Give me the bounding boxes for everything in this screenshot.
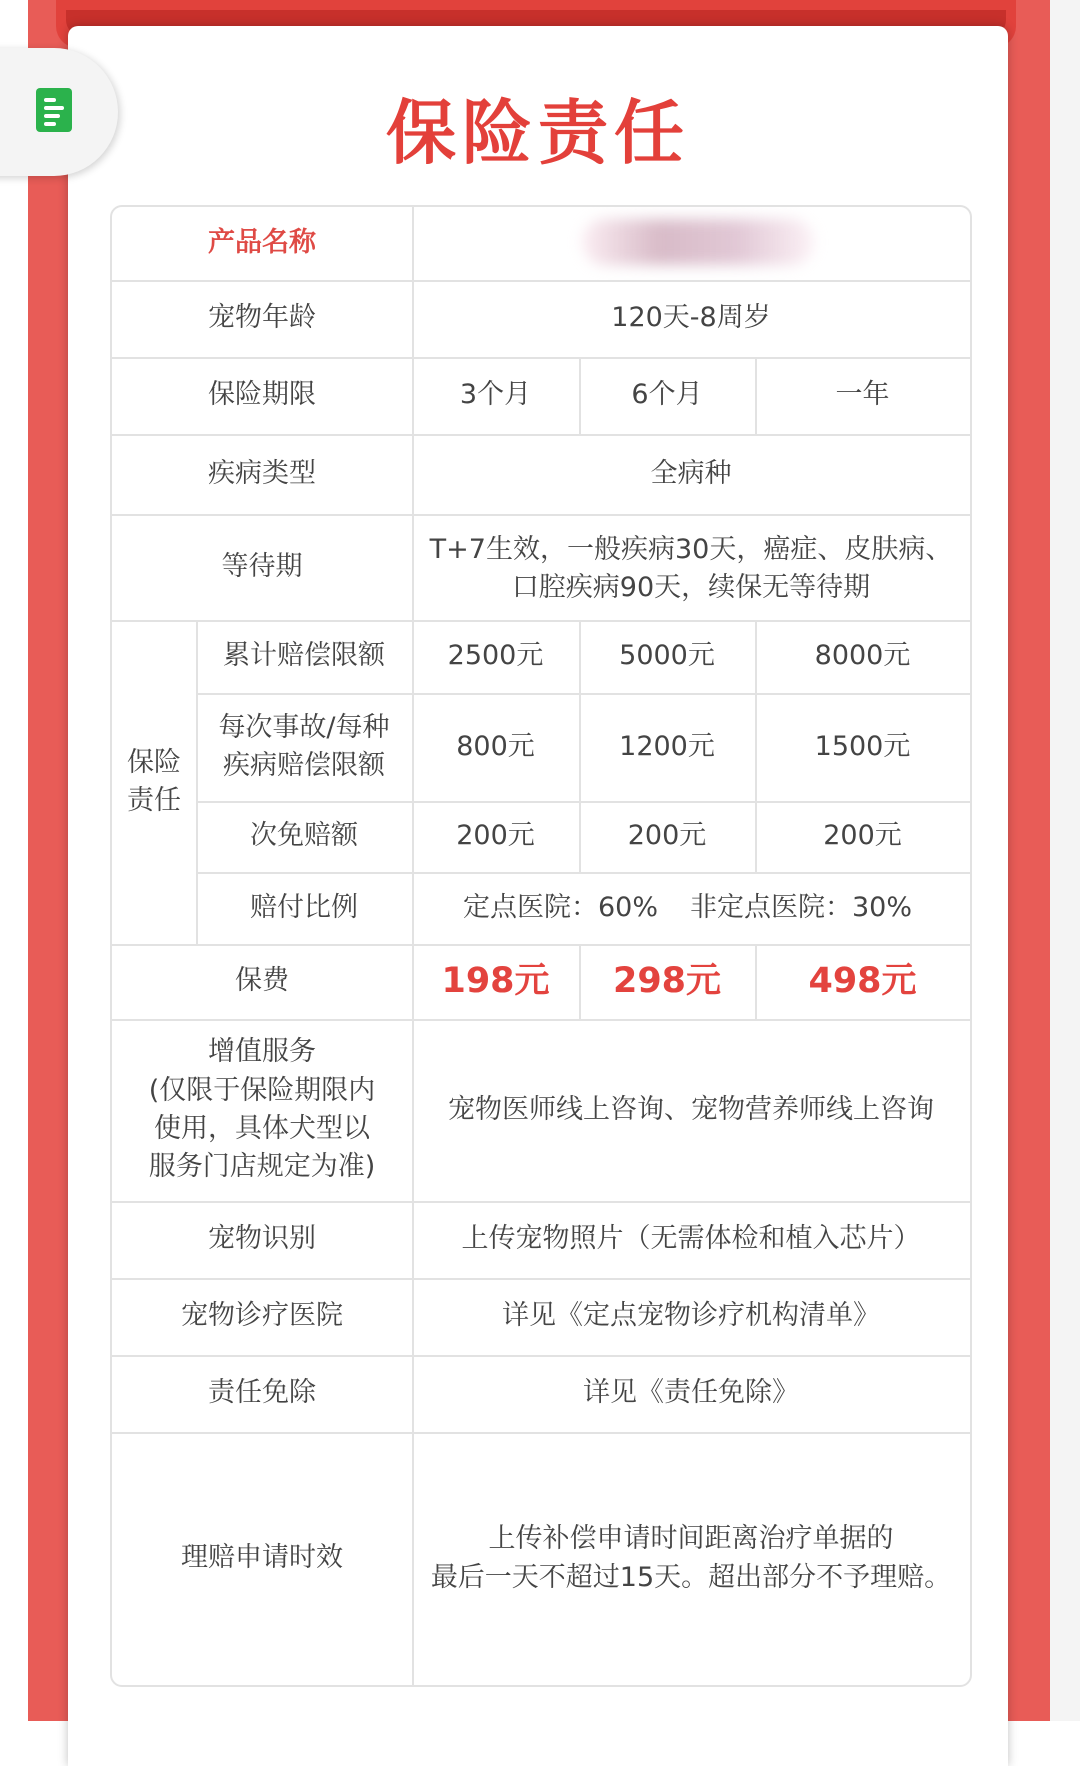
pet-id-label: 宠物识别 bbox=[208, 1223, 316, 1255]
period-option-3-months: 3个月 bbox=[459, 379, 532, 411]
premium-label: 保费 bbox=[235, 965, 289, 997]
right-edge bbox=[1050, 0, 1080, 1721]
product-name-redacted bbox=[582, 219, 814, 265]
premium-1y: 498元 bbox=[808, 960, 917, 1001]
period-label: 保险期限 bbox=[208, 379, 316, 411]
disease-type-label: 疾病类型 bbox=[208, 457, 316, 489]
deductible-6m: 200元 bbox=[627, 820, 707, 852]
per-incident-limit-6m: 1200元 bbox=[619, 730, 715, 762]
payout-ratio-label: 赔付比例 bbox=[250, 891, 358, 923]
exclusion-value[interactable]: 详见《责任免除》 bbox=[583, 1377, 799, 1409]
hospital-label: 宠物诊疗医院 bbox=[181, 1300, 343, 1332]
waiting-period-line2: 口腔疾病90天，续保无等待期 bbox=[511, 572, 871, 603]
payout-ratio-non-designated: 非定点医院：30% bbox=[690, 891, 913, 923]
waiting-period-label: 等待期 bbox=[221, 550, 303, 582]
claim-period-label: 理赔申请时效 bbox=[181, 1542, 343, 1574]
waiting-period-value bbox=[412, 514, 970, 620]
coverage-group-label: 保险 责任 bbox=[127, 746, 181, 816]
coverage-table bbox=[110, 205, 972, 1687]
payout-ratio-designated: 定点医院：60% bbox=[462, 891, 658, 923]
exclusion-label: 责任免除 bbox=[208, 1377, 316, 1409]
page-title: 保险责任 bbox=[386, 92, 690, 174]
value-added-value: 宠物医师线上咨询、宠物营养师线上咨询 bbox=[448, 1093, 934, 1125]
claim-period-value: 上传补偿申请时间距离治疗单据的 最后一天不超过15天。超出部分不予理赔。 bbox=[430, 1523, 952, 1593]
cumulative-limit-3m: 2500元 bbox=[447, 640, 544, 672]
period-option-1-year: 一年 bbox=[835, 379, 890, 411]
premium-3m: 198元 bbox=[441, 960, 550, 1001]
cumulative-limit-label: 累计赔偿限额 bbox=[223, 640, 385, 672]
deductible-3m: 200元 bbox=[456, 820, 535, 852]
deductible-1y: 200元 bbox=[823, 820, 902, 852]
pet-id-value: 上传宠物照片（无需体检和植入芯片） bbox=[461, 1223, 921, 1255]
per-incident-limit-1y: 1500元 bbox=[814, 730, 911, 762]
deductible-label: 次免赔额 bbox=[250, 820, 358, 852]
document-icon[interactable] bbox=[36, 88, 72, 132]
period-option-6-months: 6个月 bbox=[631, 379, 703, 411]
premium-6m: 298元 bbox=[612, 960, 722, 1001]
value-added-label: 增值服务 (仅限于保险期限内 使用，具体犬型以 服务门店规定为准) bbox=[148, 1036, 376, 1183]
disease-type-value: 全病种 bbox=[650, 457, 732, 489]
cumulative-limit-1y: 8000元 bbox=[814, 640, 911, 672]
pet-age-value: 120天-8周岁 bbox=[611, 302, 771, 334]
pet-age-label: 宠物年龄 bbox=[208, 302, 316, 334]
waiting-period-line1: T+7生效，一般疾病30天，癌症、皮肤病、 bbox=[429, 533, 953, 565]
per-incident-limit-label: 每次事故/每种 疾病赔偿限额 bbox=[218, 711, 390, 781]
cumulative-limit-6m: 5000元 bbox=[619, 640, 715, 672]
hospital-value[interactable]: 详见《定点宠物诊疗机构清单》 bbox=[502, 1300, 880, 1332]
per-incident-limit-3m: 800元 bbox=[456, 730, 535, 762]
product-name-label: 产品名称 bbox=[208, 227, 316, 259]
